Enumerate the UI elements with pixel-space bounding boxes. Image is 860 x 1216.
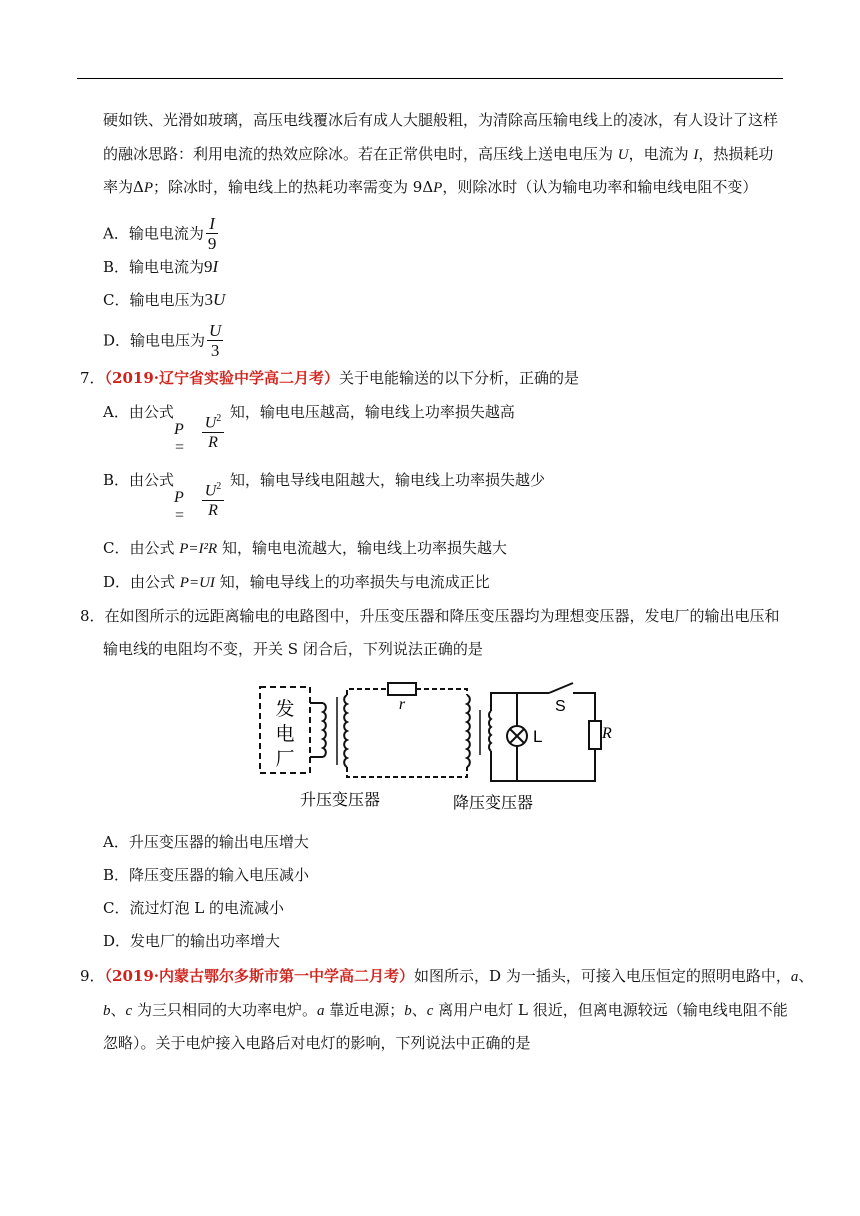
label-R: R — [602, 725, 612, 742]
fraction: $\frac{I}{9}$ — [207, 214, 217, 253]
q7-option-c[interactable]: C．由公式 P=I²R 知，输电电流越大，输电线上功率损失越大 — [103, 539, 507, 557]
step-up-secondary-coil — [344, 695, 347, 767]
plant-char-1: 发 — [275, 698, 295, 720]
intro-line-2: 的融冰思路：利用电流的热效应除冰。若在正常供电时，高压线上送电电压为 U，电流为 I，热损耗功 — [103, 145, 774, 163]
q8-option-c[interactable]: C．流过灯泡 L 的电流减小 — [103, 899, 284, 917]
q8-stem-line-1: 8．在如图所示的远距离输电的电路图中，升压变压器和降压变压器均为理想变压器，发电厂的输出电压和 — [80, 607, 780, 625]
q6-option-b[interactable]: B．输电电流为9I — [103, 257, 219, 276]
header-rule — [77, 78, 783, 79]
q8-option-a[interactable]: A．升压变压器的输出电压增大 — [103, 833, 309, 851]
q8-option-b[interactable]: B．降压变压器的输入电压减小 — [103, 866, 310, 884]
circuit-diagram — [255, 675, 615, 815]
q9-stem-line-1: 9．（2019·内蒙古鄂尔多斯市第一中学高二月考）如图所示，D 为一插头，可接入电压恒定的照明电路中，a、 — [80, 967, 814, 985]
label-s: S — [555, 698, 566, 715]
q7-option-b[interactable]: B．由公式 知，输电导线电阻越大，输电线上功率损失越少 — [103, 471, 546, 489]
intro-line-3: 率为ΔP；除冰时，输电线上的热耗功率需变为 9ΔP，则除冰时（认为输电功率和输电线电阻不变） — [103, 178, 758, 196]
label-l: L — [533, 727, 543, 746]
step-down-secondary-coil — [489, 711, 491, 751]
step-down-primary-coil — [467, 695, 470, 767]
q6-option-a[interactable]: A．输电电流为 $\frac{I}{9}$ — [103, 214, 217, 253]
line-resistor-r — [388, 683, 416, 695]
q8-option-d[interactable]: D．发电厂的输出功率增大 — [103, 932, 281, 950]
plant-char-3: 厂 — [275, 748, 295, 770]
q9-stem-line-3: 忽略）。关于电炉接入电路后对电灯的影响，下列说法中正确的是 — [103, 1034, 531, 1052]
q8-stem-line-2: 输电线的电阻均不变，开关 S 闭合后，下列说法正确的是 — [103, 640, 483, 658]
step-down-label: 降压变压器 — [452, 793, 534, 812]
q9-stem-line-2: b、c 为三只相同的大功率电炉。a 靠近电源；b、c 离用户电灯 L 很近，但离电源较远（输电线电阻不能 — [103, 1001, 788, 1019]
step-up-label: 升压变压器 — [299, 790, 381, 809]
switch-s — [549, 683, 573, 693]
q6-option-c[interactable]: C．输电电压为3U — [103, 290, 226, 309]
intro-line-1: 硬如铁、光滑如玻璃，高压电线覆冰后有成人大腿般粗，为清除高压输电线上的凌冰，有人设计了这样 — [103, 111, 779, 129]
q7-stem: 7．（2019·辽宁省实验中学高二月考）关于电能输送的以下分析，正确的是 — [80, 369, 580, 387]
step-up-primary-coil — [323, 703, 326, 757]
q7-option-a[interactable]: A．由公式 知，输电电压越高，输电线上功率损失越高 — [103, 403, 515, 421]
q6-option-d[interactable]: D．输电电压为 $\frac{U}{3}$ — [103, 321, 222, 360]
load-resistor-R — [589, 721, 601, 749]
plant-char-2: 电 — [275, 723, 295, 745]
label-r: r — [398, 696, 406, 713]
fraction: $\frac{U}{3}$ — [209, 321, 222, 360]
q7-option-d[interactable]: D．由公式 P=UI 知，输电导线上的功率损失与电流成正比 — [103, 573, 490, 591]
